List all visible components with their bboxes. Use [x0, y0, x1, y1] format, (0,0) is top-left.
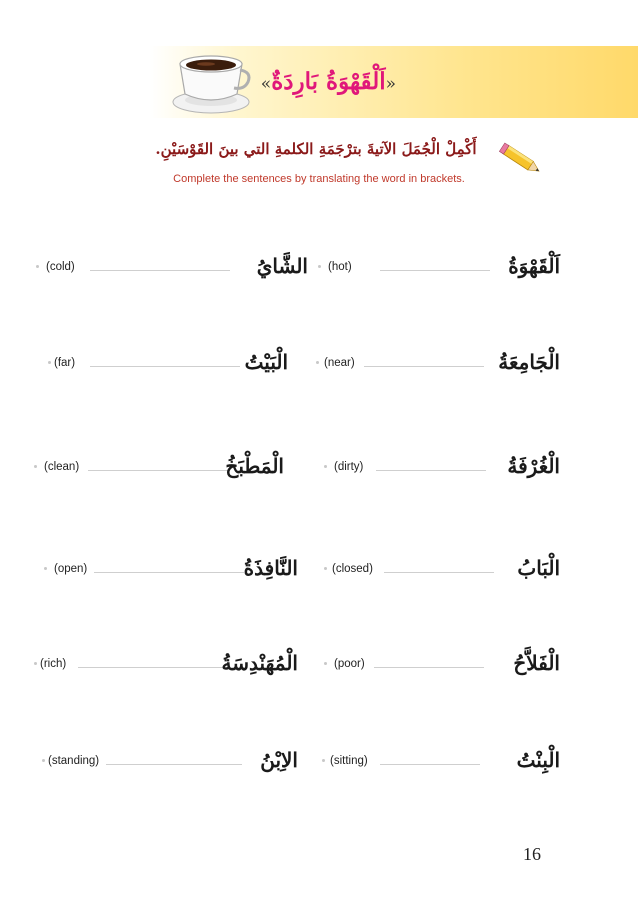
exercise-item [34, 645, 298, 681]
arabic-word: الْجَامِعَةُ [498, 350, 560, 374]
answer-line[interactable] [380, 764, 480, 765]
exercise-item [48, 344, 288, 380]
answer-line[interactable] [90, 366, 240, 367]
exercise-item [324, 448, 560, 484]
exercise-item [316, 344, 560, 380]
english-hint: (cold) [46, 261, 75, 273]
answer-line[interactable] [364, 366, 484, 367]
answer-line[interactable] [376, 470, 486, 471]
coffee-cup-icon [170, 50, 252, 116]
bullet-dot [324, 567, 327, 570]
answer-line[interactable] [90, 270, 230, 271]
bullet-dot [42, 759, 45, 762]
english-hint: (rich) [40, 658, 67, 670]
arabic-word: الاِبْنُ [260, 748, 298, 772]
arabic-word: الْفَلاَّحُ [513, 651, 560, 675]
english-hint: (open) [54, 563, 88, 575]
bullet-dot [324, 465, 327, 468]
instruction-arabic: أَكْمِلْ الْجُمَلَ الآتيةَ بترْجَمَةِ الكلمةِ التي بينَ القَوْسَيْنِ. [155, 140, 477, 158]
bullet-dot [318, 265, 321, 268]
english-hint: (closed) [332, 563, 373, 575]
arabic-word: النَّافِذَةُ [243, 556, 298, 580]
bullet-dot [34, 662, 37, 665]
english-hint: (sitting) [330, 755, 368, 767]
english-hint: (hot) [328, 261, 352, 273]
bullet-dot [36, 265, 39, 268]
arabic-word: اَلْقَهْوَةُ [508, 254, 560, 278]
bullet-dot [324, 662, 327, 665]
english-hint: (poor) [334, 658, 365, 670]
title-quote-open: « [385, 74, 396, 94]
bullet-dot [34, 465, 37, 468]
instruction-english: Complete the sentences by translating the word in brackets. [173, 173, 465, 185]
title-quote-close: » [260, 74, 272, 94]
exercise-item [322, 742, 560, 778]
english-hint: (dirty) [334, 461, 364, 473]
answer-line[interactable] [94, 572, 244, 573]
arabic-word: الْبَابُ [517, 556, 560, 580]
answer-line[interactable] [88, 470, 228, 471]
english-hint: (clean) [44, 461, 80, 473]
exercise-item [36, 248, 308, 284]
arabic-word: الْبِنْتُ [516, 748, 560, 772]
answer-line[interactable] [374, 667, 484, 668]
bullet-dot [44, 567, 47, 570]
exercise-item [324, 645, 560, 681]
arabic-word: الْغُرْفَةُ [507, 454, 560, 478]
answer-line[interactable] [78, 667, 228, 668]
answer-line[interactable] [380, 270, 490, 271]
bullet-dot [48, 361, 51, 364]
english-hint: (standing) [48, 755, 100, 767]
page-title [262, 60, 396, 104]
exercise-item [324, 550, 560, 586]
pencil-icon [496, 138, 544, 182]
arabic-word: الْمَطْبَخُ [225, 454, 284, 478]
answer-line[interactable] [106, 764, 242, 765]
arabic-word: الشَّايُ [256, 254, 308, 278]
english-hint: (near) [324, 357, 355, 369]
arabic-word: الْمُهَنْدِسَةُ [221, 651, 298, 675]
page-number: 16 [523, 844, 541, 864]
bullet-dot [322, 759, 325, 762]
english-hint: (far) [54, 357, 76, 369]
bullet-dot [316, 361, 319, 364]
exercise-item [318, 248, 560, 284]
exercise-item [44, 550, 298, 586]
exercise-item [42, 742, 298, 778]
exercise-item [34, 448, 284, 484]
arabic-word: الْبَيْتُ [244, 350, 288, 374]
answer-line[interactable] [384, 572, 494, 573]
title-text: اَلْقَهْوَةُ بَارِدَةٌ [271, 68, 386, 95]
